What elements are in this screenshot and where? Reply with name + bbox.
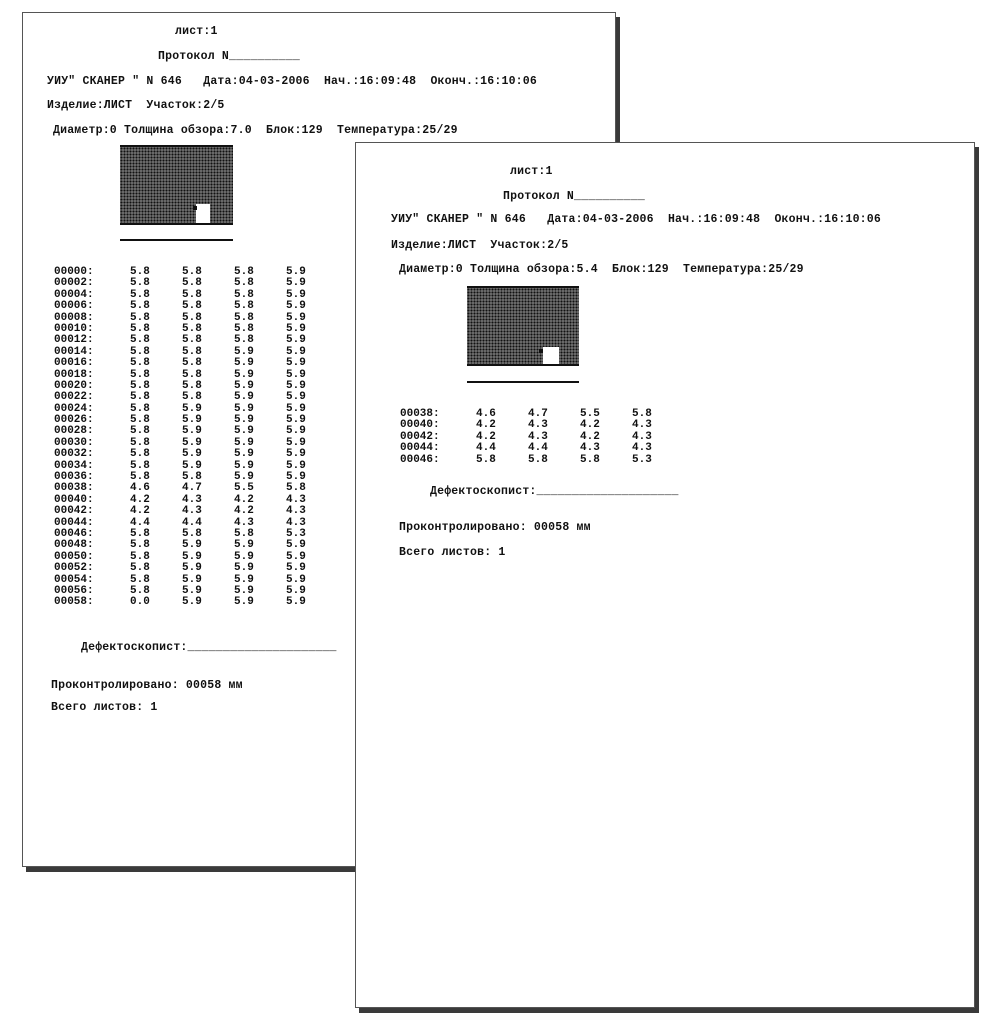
table-row [400,455,684,466]
protocol-number: Протокол N__________ [158,50,301,63]
thickness-value: 4.2 [234,493,254,506]
row-offset: 00038: [400,408,440,420]
thickness-value: 5.9 [182,562,202,575]
thickness-value: 0.0 [130,596,150,609]
thickness-value: 4.3 [528,419,548,432]
row-offset: 00040: [400,419,440,432]
thickness-value: 5.9 [286,379,306,392]
row-offset: 00008: [54,311,94,324]
table-row [54,506,338,517]
row-offset: 00014: [54,345,94,358]
thickness-value: 5.9 [234,573,254,586]
thickness-value: 4.2 [476,430,496,443]
row-offset: 00042: [54,505,94,518]
thickness-value: 5.8 [234,334,254,347]
thickness-value: 5.9 [286,596,306,609]
thickness-value: 5.9 [234,357,254,370]
thickness-value: 5.9 [286,414,306,427]
row-offset: 00044: [54,516,94,529]
thickness-value: 5.9 [182,436,202,449]
thickness-value: 5.9 [182,448,202,461]
total-sheets: Всего листов: 1 [399,546,506,559]
protocol-sheet-front [355,142,975,1008]
thickness-value: 5.9 [234,539,254,552]
thickness-value: 4.2 [234,505,254,518]
thickness-value: 5.9 [286,562,306,575]
row-offset: 00022: [54,391,94,404]
row-offset: 00054: [54,573,94,586]
row-offset: 00048: [54,539,94,552]
thickness-value: 5.9 [286,550,306,563]
sheet-number: лист:1 [510,165,553,178]
row-offset: 00020: [54,379,94,392]
thickness-value: 5.9 [286,357,306,370]
total-sheets: Всего листов: 1 [51,701,158,714]
thickness-value: 4.3 [286,516,306,529]
row-offset: 00042: [400,430,440,443]
thickness-value: 4.4 [528,442,548,455]
thickness-value: 5.9 [234,584,254,597]
thickness-value: 4.3 [182,493,202,506]
thickness-value: 5.8 [130,266,150,278]
thickness-value: 5.9 [234,379,254,392]
thickness-value: 5.8 [182,368,202,381]
row-offset: 00006: [54,300,94,313]
table-row [54,449,338,460]
thickness-value: 5.8 [130,527,150,540]
table-row [54,301,338,312]
checked-length: Проконтролировано: 00058 мм [399,521,591,534]
thickness-value: 5.9 [234,550,254,563]
thickness-value: 5.8 [182,322,202,335]
thickness-value: 5.8 [130,357,150,370]
thickness-value: 5.8 [182,277,202,290]
thickness-value: 5.8 [130,584,150,597]
row-offset: 00010: [54,322,94,335]
thickness-value: 5.8 [182,334,202,347]
thickness-value: 5.8 [182,357,202,370]
thickness-value: 5.9 [286,288,306,301]
thickness-value: 4.2 [130,505,150,518]
scan-image [120,145,233,245]
thickness-value: 4.7 [182,482,202,495]
thickness-value: 5.8 [130,277,150,290]
thickness-value: 5.8 [130,562,150,575]
row-offset: 00004: [54,288,94,301]
thickness-value: 5.8 [234,322,254,335]
row-offset: 00024: [54,402,94,415]
thickness-value: 5.8 [580,453,600,466]
thickness-value: 5.5 [580,408,600,420]
thickness-value: 4.3 [632,419,652,432]
thickness-value: 5.8 [130,322,150,335]
thickness-value: 5.8 [130,311,150,324]
thickness-value: 5.9 [286,436,306,449]
thickness-value: 5.9 [234,436,254,449]
row-offset: 00026: [54,414,94,427]
table-row [54,392,338,403]
thickness-value: 5.8 [130,539,150,552]
thickness-value: 5.9 [286,300,306,313]
thickness-value: 4.3 [632,442,652,455]
thickness-value: 4.3 [580,442,600,455]
thickness-value: 5.8 [234,300,254,313]
thickness-value: 4.7 [528,408,548,420]
thickness-value: 5.9 [234,459,254,472]
thickness-value: 5.5 [234,482,254,495]
measurement-table [54,267,338,609]
thickness-value: 4.3 [182,505,202,518]
thickness-value: 5.9 [234,596,254,609]
inspector-signature-line: Дефектоскопист:_____________________ [81,641,337,654]
thickness-value: 4.4 [182,516,202,529]
row-offset: 00044: [400,442,440,455]
thickness-value: 5.8 [234,311,254,324]
thickness-value: 5.3 [286,527,306,540]
measurement-table [400,409,684,466]
thickness-value: 5.9 [182,425,202,438]
thickness-value: 5.9 [182,402,202,415]
thickness-value: 5.9 [182,414,202,427]
row-offset: 00038: [54,482,94,495]
device-line: УИУ" СКАНЕР " N 646 Дата:04-03-2006 Нач.:16:09:48 Оконч.:16:10:06 [47,75,537,88]
item-line: Изделие:ЛИСТ Участок:2/5 [391,239,569,252]
thickness-value: 5.9 [286,345,306,358]
thickness-value: 5.9 [286,448,306,461]
thickness-value: 5.8 [182,266,202,278]
thickness-value: 5.8 [182,311,202,324]
thickness-value: 4.2 [476,419,496,432]
row-offset: 00036: [54,471,94,484]
params-line: Диаметр:0 Толщина обзора:7.0 Блок:129 Температура:25/29 [53,124,458,137]
thickness-value: 5.9 [234,448,254,461]
thickness-value: 5.8 [234,288,254,301]
thickness-value: 5.8 [130,368,150,381]
thickness-value: 5.8 [182,471,202,484]
thickness-value: 4.6 [476,408,496,420]
protocol-number: Протокол N__________ [503,190,646,203]
row-offset: 00050: [54,550,94,563]
row-offset: 00012: [54,334,94,347]
row-offset: 00052: [54,562,94,575]
thickness-value: 5.8 [286,482,306,495]
item-line: Изделие:ЛИСТ Участок:2/5 [47,99,225,112]
thickness-value: 5.9 [286,573,306,586]
thickness-value: 5.8 [528,453,548,466]
thickness-value: 5.9 [286,368,306,381]
thickness-value: 5.9 [286,539,306,552]
row-offset: 00034: [54,459,94,472]
thickness-value: 5.9 [286,459,306,472]
thickness-value: 5.8 [182,300,202,313]
thickness-value: 5.9 [234,402,254,415]
thickness-value: 5.3 [632,453,652,466]
thickness-value: 4.4 [130,516,150,529]
thickness-value: 5.8 [632,408,652,420]
thickness-value: 5.8 [130,550,150,563]
thickness-value: 5.9 [286,266,306,278]
thickness-value: 5.8 [130,402,150,415]
thickness-value: 4.2 [580,419,600,432]
thickness-value: 5.9 [182,584,202,597]
thickness-value: 4.3 [286,493,306,506]
table-row [54,597,338,608]
thickness-value: 5.8 [476,453,496,466]
row-offset: 00018: [54,368,94,381]
row-offset: 00058: [54,596,94,609]
thickness-value: 5.8 [234,266,254,278]
params-line: Диаметр:0 Толщина обзора:5.4 Блок:129 Температура:25/29 [399,263,804,276]
row-offset: 00002: [54,277,94,290]
row-offset: 00032: [54,448,94,461]
thickness-value: 5.8 [234,277,254,290]
thickness-value: 5.9 [182,539,202,552]
thickness-value: 5.8 [130,345,150,358]
thickness-value: 4.3 [632,430,652,443]
thickness-value: 5.9 [182,573,202,586]
thickness-value: 5.8 [130,448,150,461]
row-offset: 00040: [54,493,94,506]
thickness-value: 5.8 [130,573,150,586]
thickness-value: 5.8 [130,334,150,347]
inspector-signature-line: Дефектоскопист:____________________ [430,485,679,498]
thickness-value: 5.9 [182,459,202,472]
thickness-value: 5.8 [130,459,150,472]
thickness-value: 5.9 [234,345,254,358]
thickness-value: 5.8 [130,414,150,427]
thickness-value: 5.9 [286,425,306,438]
table-row [54,563,338,574]
thickness-value: 5.8 [130,471,150,484]
thickness-value: 5.9 [286,471,306,484]
thickness-value: 5.8 [130,288,150,301]
thickness-value: 5.9 [234,562,254,575]
thickness-value: 5.9 [286,391,306,404]
scan-image [467,286,579,385]
thickness-value: 5.8 [130,300,150,313]
row-offset: 00016: [54,357,94,370]
thickness-value: 5.9 [234,471,254,484]
thickness-value: 5.8 [182,527,202,540]
thickness-value: 5.8 [130,379,150,392]
thickness-value: 5.9 [286,402,306,415]
row-offset: 00000: [54,266,94,278]
thickness-value: 5.8 [130,425,150,438]
thickness-value: 5.8 [182,391,202,404]
thickness-value: 5.8 [182,379,202,392]
checked-length: Проконтролировано: 00058 мм [51,679,243,692]
thickness-value: 5.9 [234,414,254,427]
row-offset: 00046: [400,453,440,466]
thickness-value: 5.9 [286,277,306,290]
sheet-number: лист:1 [175,25,218,38]
thickness-value: 5.9 [182,550,202,563]
thickness-value: 4.2 [580,430,600,443]
row-offset: 00056: [54,584,94,597]
row-offset: 00030: [54,436,94,449]
table-row [400,443,684,454]
thickness-value: 5.9 [234,425,254,438]
thickness-value: 5.8 [182,288,202,301]
thickness-value: 5.9 [286,334,306,347]
thickness-value: 4.3 [234,516,254,529]
thickness-value: 5.9 [286,584,306,597]
thickness-value: 4.4 [476,442,496,455]
thickness-value: 4.3 [286,505,306,518]
thickness-value: 5.8 [130,391,150,404]
thickness-value: 5.9 [286,311,306,324]
device-line: УИУ" СКАНЕР " N 646 Дата:04-03-2006 Нач.:16:09:48 Оконч.:16:10:06 [391,213,881,226]
thickness-value: 4.3 [528,430,548,443]
thickness-value: 5.9 [234,391,254,404]
thickness-value: 4.2 [130,493,150,506]
thickness-value: 4.6 [130,482,150,495]
thickness-value: 5.8 [182,345,202,358]
table-row [54,358,338,369]
thickness-value: 5.8 [234,527,254,540]
row-offset: 00046: [54,527,94,540]
thickness-value: 5.9 [286,322,306,335]
thickness-value: 5.8 [130,436,150,449]
thickness-value: 5.9 [182,596,202,609]
row-offset: 00028: [54,425,94,438]
thickness-value: 5.9 [234,368,254,381]
